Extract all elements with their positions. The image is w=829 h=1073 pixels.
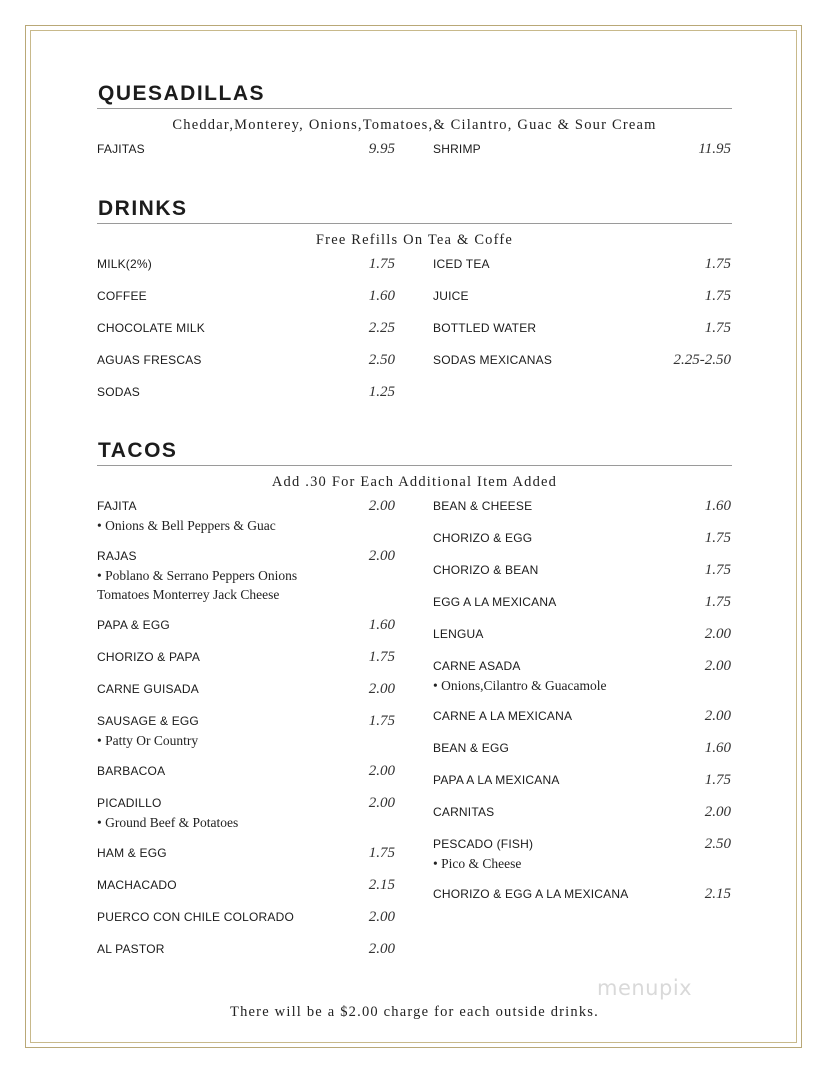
menu-item — [97, 682, 395, 697]
item-price: 1.60 — [368, 288, 395, 304]
item-price: 11.95 — [698, 141, 731, 157]
item-price: 2.25 — [368, 320, 395, 336]
item-price: 2.15 — [368, 877, 395, 893]
item-name: SODAS — [97, 385, 141, 399]
item-price: 2.50 — [704, 836, 731, 852]
section-divider — [97, 465, 732, 466]
menu-item — [433, 837, 731, 873]
menu-item — [97, 321, 395, 336]
item-description: • Ground Beef & Potatoes — [97, 815, 239, 830]
menu-item — [433, 321, 731, 336]
item-name: LENGUA — [433, 627, 484, 641]
item-name: PUERCO CON CHILE COLORADO — [97, 910, 295, 924]
menu-item — [97, 385, 395, 400]
menu-item — [433, 531, 731, 546]
menu-item — [433, 627, 731, 642]
item-price: 2.25-2.50 — [673, 352, 731, 368]
menu-item — [433, 289, 731, 304]
menu-item — [433, 353, 731, 368]
item-name: AL PASTOR — [97, 942, 165, 956]
menu-item — [433, 659, 731, 695]
section-divider — [97, 108, 732, 109]
item-price: 1.60 — [704, 740, 731, 756]
item-name: CHORIZO & EGG — [433, 531, 533, 545]
watermark-logo: menupix — [597, 976, 693, 1000]
menu-item — [97, 846, 395, 861]
item-description: • Patty Or Country — [97, 733, 199, 748]
item-name: ICED TEA — [433, 257, 490, 271]
section-drinks — [97, 197, 732, 400]
menu-item — [97, 353, 395, 368]
item-price: 1.75 — [368, 256, 395, 272]
menu-item — [433, 563, 731, 578]
item-name: FAJITA — [97, 499, 137, 513]
item-name: CARNE GUISADA — [97, 682, 199, 696]
item-price: 1.75 — [704, 320, 731, 336]
menu-item — [97, 714, 395, 750]
menu-item — [433, 257, 731, 272]
menu-item — [97, 499, 395, 535]
item-name: EGG A LA MEXICANA — [433, 595, 557, 609]
section-subtitle: Add .30 For Each Additional Item Added — [271, 474, 558, 490]
item-name: PAPA & EGG — [97, 618, 170, 632]
menu-item — [97, 289, 395, 304]
menu-item — [97, 549, 395, 604]
item-price: 1.75 — [704, 562, 731, 578]
item-description: • Poblano & Serrano Peppers Onions — [97, 568, 298, 583]
item-price: 1.75 — [368, 713, 395, 729]
item-name: BEAN & EGG — [433, 741, 510, 755]
item-name: CARNE ASADA — [433, 659, 521, 673]
menu-item — [97, 796, 395, 832]
item-price: 2.00 — [704, 658, 731, 674]
item-name: MILK(2%) — [97, 257, 152, 271]
item-price: 1.60 — [368, 617, 395, 633]
item-price: 2.00 — [368, 681, 395, 697]
item-price: 2.00 — [368, 909, 395, 925]
item-price: 2.50 — [368, 352, 395, 368]
item-price: 2.00 — [704, 626, 731, 642]
item-description: • Onions & Bell Peppers & Guac — [97, 518, 276, 533]
item-price: 9.95 — [368, 141, 395, 157]
item-name: CHORIZO & BEAN — [433, 563, 539, 577]
section-subtitle: Free Refills On Tea & Coffe — [315, 232, 514, 248]
item-name: COFFEE — [97, 289, 147, 303]
item-price: 2.00 — [368, 795, 395, 811]
item-description: Tomatoes Monterrey Jack Cheese — [97, 587, 280, 602]
menu-item — [433, 805, 731, 820]
item-name: MACHACADO — [97, 878, 177, 892]
section-tacos — [97, 439, 732, 957]
menu-item — [433, 741, 731, 756]
menu-item — [97, 942, 395, 957]
section-divider — [97, 223, 732, 224]
item-price: 2.00 — [368, 548, 395, 564]
item-description: • Pico & Cheese — [433, 856, 522, 871]
section-subtitle: Cheddar,Monterey, Onions,Tomatoes,& Cilantro, Guac & Sour Cream — [172, 117, 657, 133]
item-price: 1.75 — [704, 256, 731, 272]
section-quesadillas — [97, 82, 732, 157]
item-price: 1.75 — [704, 772, 731, 788]
menu-item — [433, 142, 731, 157]
item-name: CHOCOLATE MILK — [97, 321, 205, 335]
item-name: PESCADO (FISH) — [433, 837, 534, 851]
item-name: AGUAS FRESCAS — [97, 353, 202, 367]
item-name: CHORIZO & EGG A LA MEXICANA — [433, 887, 629, 901]
item-price: 2.00 — [704, 804, 731, 820]
menu-item — [97, 257, 395, 272]
menu-item — [97, 650, 395, 665]
item-price: 1.75 — [704, 288, 731, 304]
item-price: 2.00 — [368, 498, 395, 514]
item-price: 2.00 — [704, 708, 731, 724]
menu-item — [97, 764, 395, 779]
menu-item — [97, 142, 395, 157]
section-title: QUESADILLAS — [98, 82, 266, 105]
menu-item — [97, 618, 395, 633]
menu-item — [433, 887, 731, 902]
item-description: • Onions,Cilantro & Guacamole — [433, 678, 607, 693]
item-name: SAUSAGE & EGG — [97, 714, 199, 728]
item-name: CARNE A LA MEXICANA — [433, 709, 573, 723]
item-name: PAPA A LA MEXICANA — [433, 773, 560, 787]
item-price: 2.15 — [704, 886, 731, 902]
item-name: PICADILLO — [97, 796, 162, 810]
item-price: 1.75 — [368, 845, 395, 861]
item-price: 2.00 — [368, 941, 395, 957]
item-name: SHRIMP — [433, 142, 481, 156]
item-name: CARNITAS — [433, 805, 495, 819]
item-name: BARBACOA — [97, 764, 166, 778]
item-name: JUICE — [433, 289, 469, 303]
menu-item — [97, 878, 395, 893]
menu-item — [433, 709, 731, 724]
item-name: FAJITAS — [97, 142, 145, 156]
footer-note: There will be a $2.00 charge for each outside drinks. — [230, 1004, 599, 1020]
item-price: 1.60 — [704, 498, 731, 514]
item-price: 1.75 — [368, 649, 395, 665]
item-name: BOTTLED WATER — [433, 321, 537, 335]
item-price: 1.75 — [704, 530, 731, 546]
menu-item — [97, 910, 395, 925]
item-price: 1.25 — [368, 384, 395, 400]
section-title: DRINKS — [98, 197, 188, 220]
item-name: BEAN & CHEESE — [433, 499, 533, 513]
section-title: TACOS — [98, 439, 178, 462]
item-name: HAM & EGG — [97, 846, 167, 860]
menu-item — [433, 595, 731, 610]
menu-item — [433, 499, 731, 514]
item-name: CHORIZO & PAPA — [97, 650, 201, 664]
item-name: RAJAS — [97, 549, 137, 563]
menu-item — [433, 773, 731, 788]
item-name: SODAS MEXICANAS — [433, 353, 553, 367]
item-price: 1.75 — [704, 594, 731, 610]
item-price: 2.00 — [368, 763, 395, 779]
